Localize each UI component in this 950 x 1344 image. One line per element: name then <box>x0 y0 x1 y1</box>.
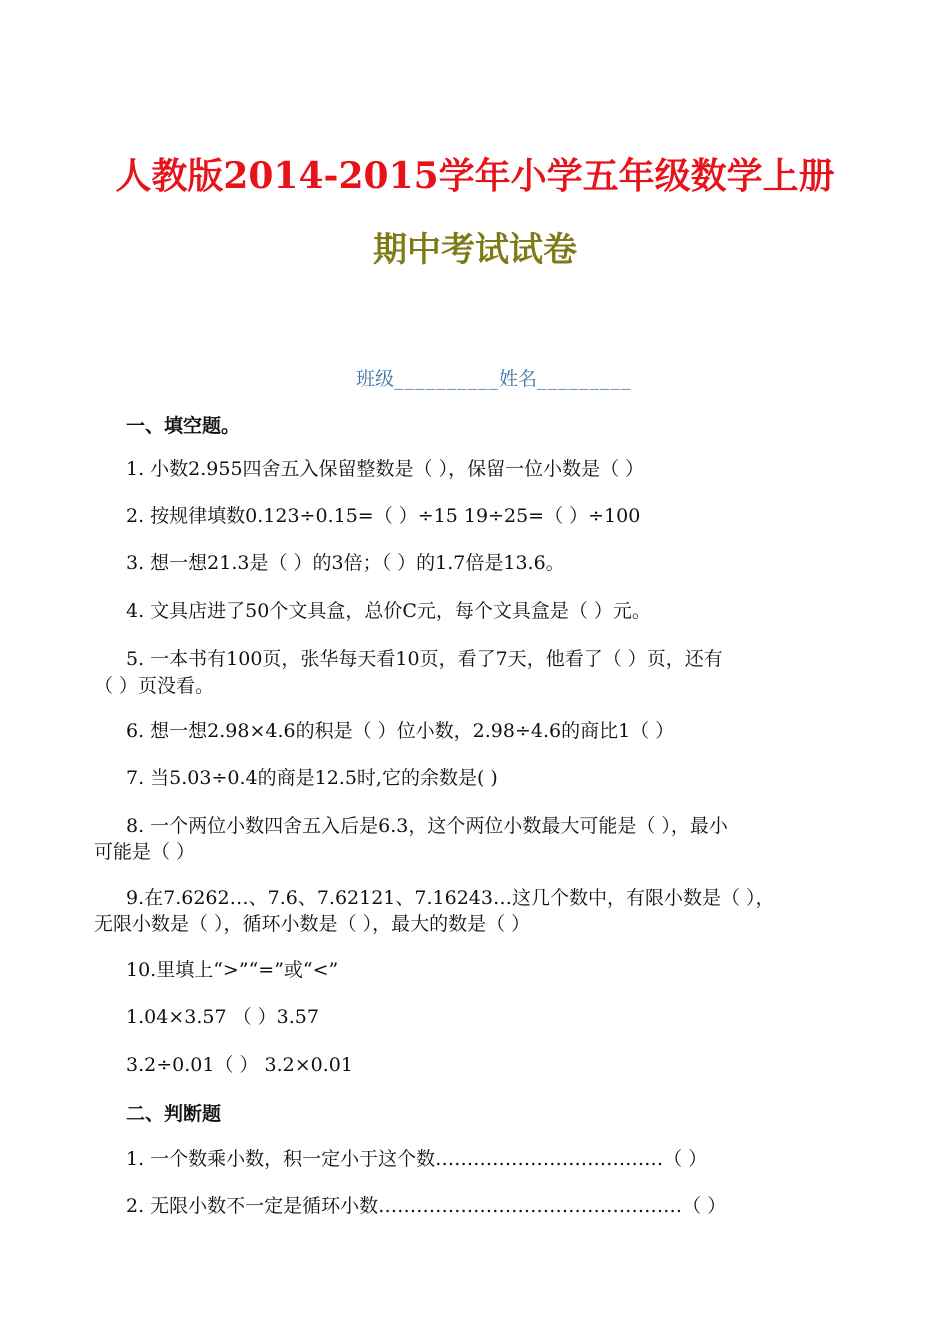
comparison-item: 1.04×3.57 （ ）3.57 <box>126 1006 319 1028</box>
question-item: 5. 一本书有100页，张华每天看10页，看了7天，他看了（ ）页，还有 <box>126 648 723 670</box>
exam-subtitle: 期中考试试卷 <box>373 230 577 270</box>
judge-item: 2. 无限小数不一定是循环小数…………………………………………（ ） <box>126 1195 727 1217</box>
question-item-continued: 可能是（ ） <box>94 841 196 863</box>
exam-title: 人教版2014-2015学年小学五年级数学上册 <box>115 155 835 197</box>
question-item-continued: 无限小数是（ ），循环小数是（ ），最大的数是（ ） <box>94 913 531 935</box>
question-item: 3. 想一想21.3是（ ）的3倍；（ ）的1.7倍是13.6。 <box>126 552 565 574</box>
name-blank: _________ <box>537 368 632 390</box>
class-label: 班级 <box>356 368 395 390</box>
judge-item: 1. 一个数乘小数，积一定小于这个数………………………………（ ） <box>126 1148 708 1170</box>
name-label: 姓名 <box>499 368 538 390</box>
section-heading-fill: 一、填空题。 <box>126 415 241 437</box>
question-item: 6. 想一想2.98×4.6的积是（ ）位小数，2.98÷4.6的商比1（ ） <box>126 720 675 742</box>
class-blank: __________ <box>394 368 500 390</box>
question-item: 2. 按规律填数0.123÷0.15=（ ）÷15 19÷25=（ ）÷100 <box>126 505 641 527</box>
question-item: 4. 文具店进了50个文具盒，总价C元，每个文具盒是（ ）元。 <box>126 600 651 622</box>
student-info-line <box>356 364 632 391</box>
question-item: 8. 一个两位小数四舍五入后是6.3，这个两位小数最大可能是（ ），最小 <box>126 815 728 837</box>
comparison-item: 3.2÷0.01（ ） 3.2×0.01 <box>126 1054 353 1076</box>
question-item-continued: （ ）页没看。 <box>94 675 215 697</box>
question-item: 7. 当5.03÷0.4的商是12.5时,它的余数是( ) <box>126 767 498 789</box>
section-heading-judge: 二、判断题 <box>126 1103 222 1125</box>
question-item: 1. 小数2.955四舍五入保留整数是（ ），保留一位小数是（ ） <box>126 458 645 480</box>
question-item: 10.里填上“>”“=”或“<” <box>126 959 339 981</box>
question-item: 9.在7.6262…、7.6、7.62121、7.16243…这几个数中，有限小数是（ ）， <box>126 887 775 909</box>
